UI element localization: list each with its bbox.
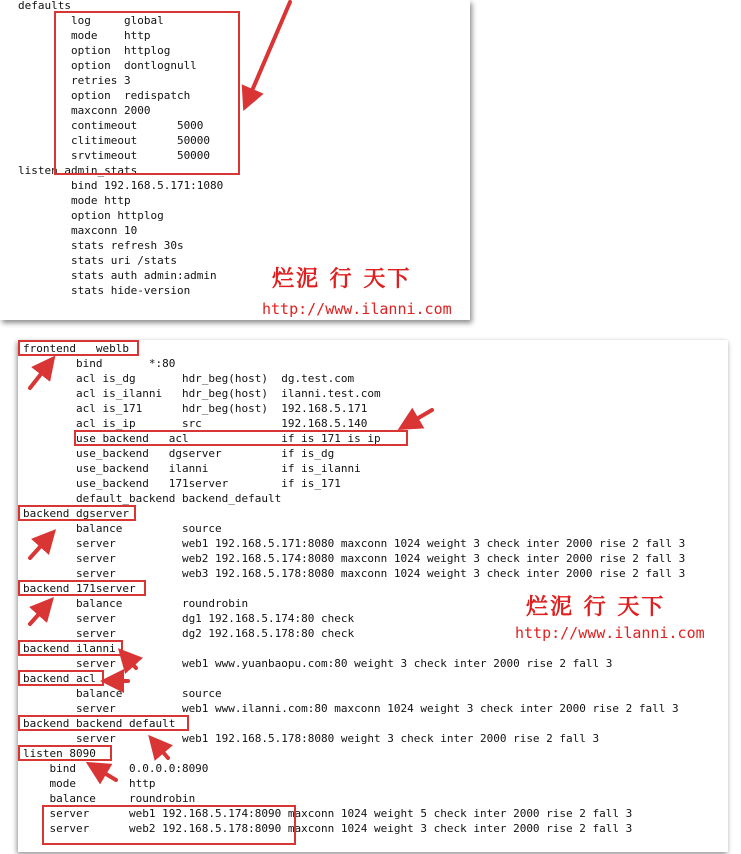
config-line: server web1 www.ilanni.com:80 maxconn 1024 weight 3 check inter 2000 rise 2 fall 3: [23, 702, 679, 715]
config-line: frontend weblb: [23, 342, 129, 355]
config-line: log global: [18, 14, 164, 27]
config-line: stats refresh 30s: [18, 239, 184, 252]
config-line: stats uri /stats: [18, 254, 177, 267]
config-line: default_backend backend_default: [23, 492, 282, 505]
highlight-frontend-weblb: [18, 340, 139, 356]
config-line: bind *:80: [23, 357, 176, 370]
config-line: server web2 192.168.5.178:8090 maxconn 1024 weight 3 check inter 2000 rise 2 fall 3: [23, 822, 633, 835]
config-line: acl is_ilanni hdr_beg(host) ilanni.test.com: [23, 387, 381, 400]
highlight-backend-ilanni: [18, 640, 123, 656]
config-line: server web1 192.168.5.174:8090 maxconn 1024 weight 5 check inter 2000 rise 2 fall 3: [23, 807, 633, 820]
config-line: server web3 192.168.5.178:8080 maxconn 1024 weight 3 check inter 2000 rise 2 fall 3: [23, 567, 686, 580]
config-line: listen 8090: [23, 747, 96, 760]
config-line: backend acl: [23, 672, 96, 685]
config-line: use_backend acl if is_171 is_ip: [23, 432, 381, 445]
config-line: option httplog: [18, 44, 171, 57]
config-line: option httplog: [18, 209, 164, 222]
config-line: server dg1 192.168.5.174:80 check: [23, 612, 355, 625]
highlight-backend-171server: [18, 580, 146, 596]
config-line: mode http: [18, 194, 131, 207]
config-line: server web2 192.168.5.174:8080 maxconn 1024 weight 3 check inter 2000 rise 2 fall 3: [23, 552, 686, 565]
config-line: balance roundrobin: [23, 792, 196, 805]
watermark-url: http://www.ilanni.com: [262, 300, 452, 318]
config-line: bind 192.168.5.171:1080: [18, 179, 224, 192]
config-line: retries 3: [18, 74, 131, 87]
config-line: use_backend dgserver if is_dg: [23, 447, 335, 460]
watermark-logo: 烂泥 行 天下: [272, 266, 412, 292]
config-line: maxconn 2000: [18, 104, 151, 117]
config-line: server web1 192.168.5.171:8080 maxconn 1024 weight 3 check inter 2000 rise 2 fall 3: [23, 537, 686, 550]
config-line: use_backend ilanni if is_ilanni: [23, 462, 361, 475]
config-line: srvtimeout 50000: [18, 149, 211, 162]
config-line: balance source: [23, 522, 222, 535]
highlight-defaults-box: [54, 11, 240, 175]
config-line: balance roundrobin: [23, 597, 249, 610]
config-line: maxconn 10: [18, 224, 138, 237]
config-line: server web1 www.yuanbaopu.com:80 weight 3 check inter 2000 rise 2 fall 3: [23, 657, 613, 670]
config-line: backend 171server: [23, 582, 136, 595]
highlight-listen-8090: [18, 745, 112, 761]
config-line: server web1 192.168.5.178:8080 weight 3 check inter 2000 rise 2 fall 3: [23, 732, 600, 745]
highlight-backend-acl: [18, 670, 104, 686]
config-panel-frontend: [18, 340, 728, 852]
highlight-use-backend-acl: [74, 430, 408, 446]
config-line: use_backend 171server if is_171: [23, 477, 341, 490]
config-line: balance source: [23, 687, 222, 700]
config-line: defaults: [18, 0, 71, 12]
config-line: mode http: [23, 777, 156, 790]
config-line: mode http: [18, 29, 151, 42]
highlight-listen-servers: [42, 805, 296, 845]
watermark-logo: 烂泥 行 天下: [526, 594, 666, 620]
config-line: stats auth admin:admin: [18, 269, 217, 282]
config-line: backend ilanni: [23, 642, 116, 655]
config-line: acl is_ip src 192.168.5.140: [23, 417, 368, 430]
config-line: backend backend_default: [23, 717, 176, 730]
config-line: server dg2 192.168.5.178:80 check: [23, 627, 355, 640]
watermark-url: http://www.ilanni.com: [515, 624, 705, 642]
config-line: option dontlognull: [18, 59, 197, 72]
config-line: contimeout 5000: [18, 119, 204, 132]
config-panel-defaults: [0, 0, 470, 320]
config-line: option redispatch: [18, 89, 191, 102]
config-line: listen admin_stats: [18, 164, 138, 177]
config-line: backend dgserver: [23, 507, 129, 520]
config-line: bind 0.0.0.0:8090: [23, 762, 209, 775]
config-line: clitimeout 50000: [18, 134, 211, 147]
highlight-backend-dgserver: [18, 505, 136, 521]
config-line: acl is_dg hdr_beg(host) dg.test.com: [23, 372, 355, 385]
config-line: acl is_171 hdr_beg(host) 192.168.5.171: [23, 402, 368, 415]
highlight-backend-default: [18, 715, 189, 731]
config-line: stats hide-version: [18, 284, 191, 297]
